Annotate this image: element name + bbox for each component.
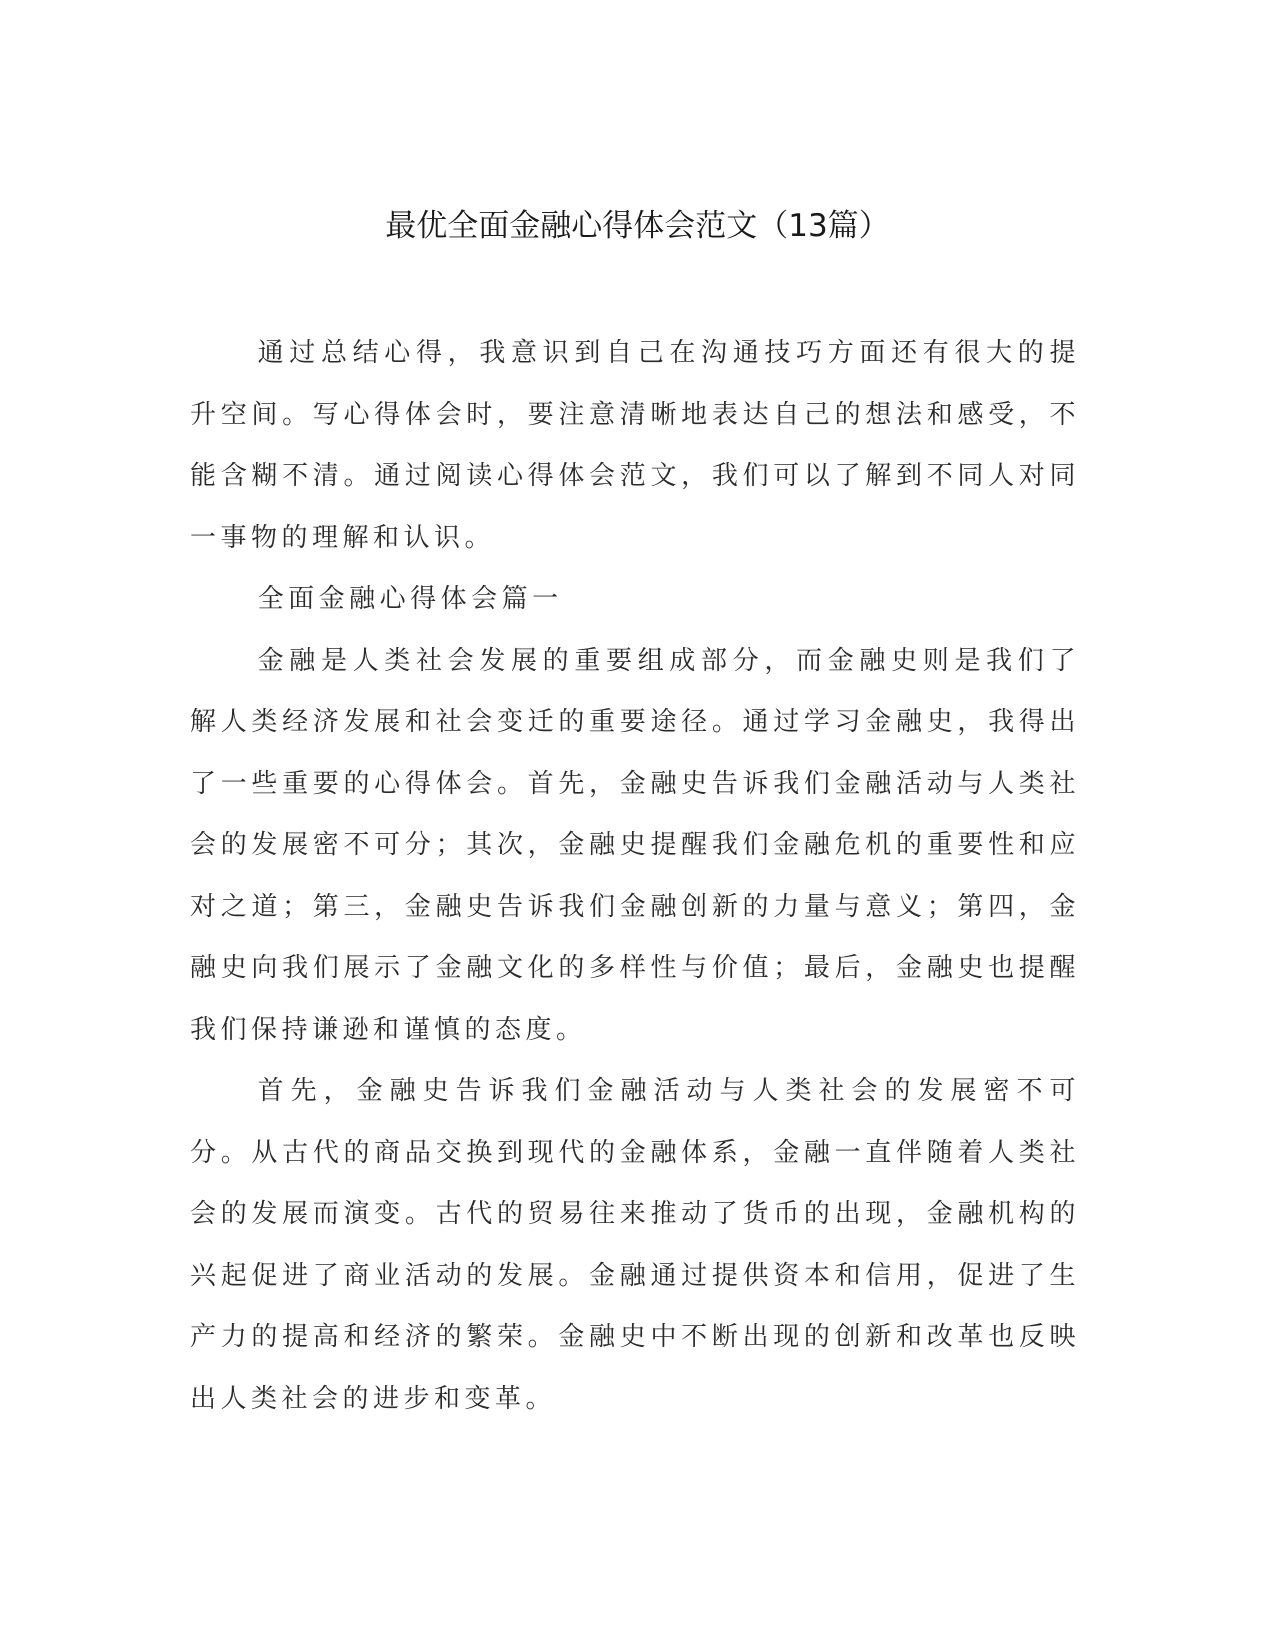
intro-paragraph: 通过总结心得，我意识到自己在沟通技巧方面还有很大的提升空间。写心得体会时，要注意清晰地表达自己的想法和感受，不能含糊不清。通过阅读心得体会范文，我们可以了解到不同人对同一事物的理解和认识。 (190, 338, 1080, 553)
body-paragraph: 首先，金融史告诉我们金融活动与人类社会的发展密不可分。从古代的商品交换到现代的金融体系，金融一直伴随着人类社会的发展而演变。古代的贸易往来推动了货币的出现，金融机构的兴起促进了商业活动的发展。金融通过提供资本和信用，促进了生产力的提高和经济的繁荣。金融史中不断出现的创新和改革也反映出人类社会的进步和变革。 (190, 1076, 1080, 1414)
section-heading: 全面金融心得体会篇一 (257, 584, 563, 614)
document-title: 最优全面金融心得体会范文（13篇） (385, 208, 890, 244)
document-body (190, 323, 1080, 1430)
body-paragraph: 金融是人类社会发展的重要组成部分，而金融史则是我们了解人类经济发展和社会变迁的重要途径。通过学习金融史，我得出了一些重要的心得体会。首先，金融史告诉我们金融活动与人类社会的发展密不可分；其次，金融史提醒我们金融危机的重要性和应对之道；第三，金融史告诉我们金融创新的力量与意义；第四，金融史向我们展示了金融文化的多样性与价值；最后，金融史也提醒我们保持谦逊和谨慎的态度。 (190, 645, 1080, 1045)
